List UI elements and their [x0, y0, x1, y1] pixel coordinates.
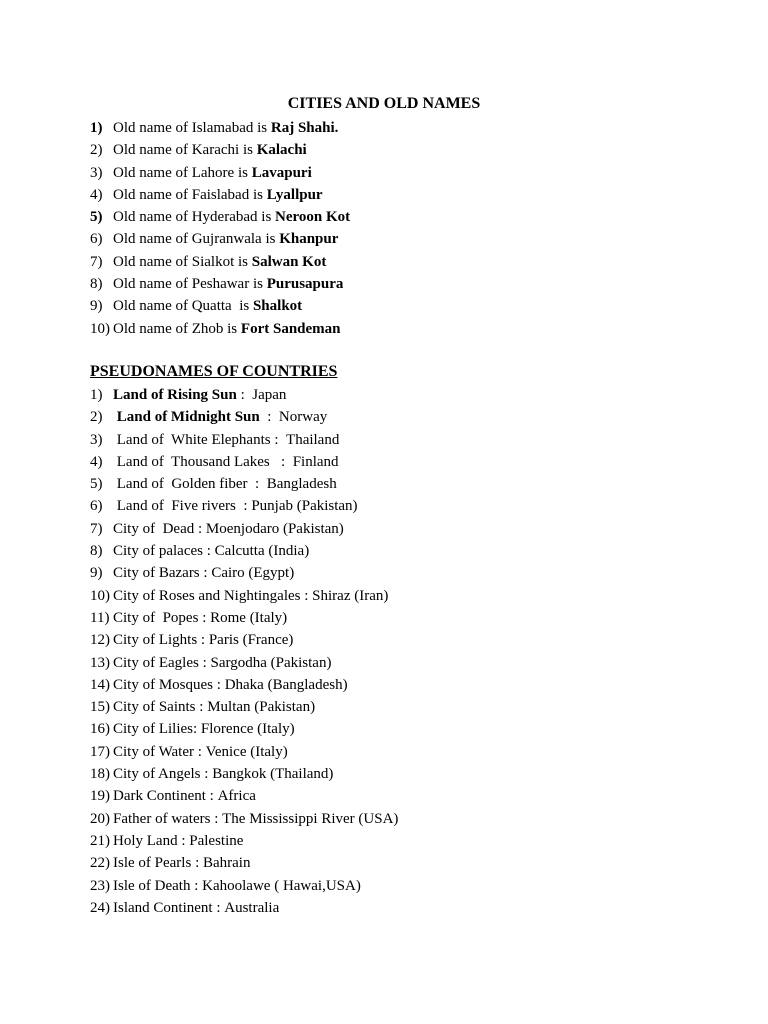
place-name: Calcutta (India)	[214, 543, 310, 560]
pseudoname: City of Eagles	[113, 654, 199, 671]
place-name: Bangkok (Thailand)	[212, 766, 334, 783]
list-item	[90, 473, 398, 495]
separator: :	[200, 766, 213, 783]
pseudoname: City of Dead	[113, 520, 195, 537]
item-text: Old name of Gujranwala is	[113, 231, 280, 248]
item-number: 21)	[90, 832, 110, 849]
separator: :	[212, 899, 225, 916]
pseudoname: City of Mosques	[113, 676, 214, 693]
item-number: 4)	[90, 186, 103, 203]
list-item	[90, 830, 398, 852]
separator: :	[194, 520, 206, 537]
item-number: 23)	[90, 877, 110, 894]
item-number: 12)	[90, 632, 110, 649]
item-number: 17)	[90, 743, 110, 760]
separator: :	[300, 587, 313, 604]
place-name: Rome (Italy)	[210, 609, 288, 626]
pseudoname: Land of Golden fiber	[113, 476, 248, 493]
item-number: 15)	[90, 699, 110, 716]
list-item	[90, 741, 398, 763]
item-text: Old name of Lahore is	[113, 164, 252, 181]
list-item	[90, 228, 350, 250]
place-name: Kahoolawe ( Hawai,USA)	[202, 877, 361, 894]
place-name: Cairo (Egypt)	[211, 565, 295, 582]
item-number: 4)	[90, 453, 103, 470]
list-item	[90, 652, 398, 674]
separator: :	[195, 699, 208, 716]
list-item	[90, 251, 350, 273]
separator: :	[235, 498, 252, 515]
pseudoname: City of Angels	[113, 766, 201, 783]
separator: :	[198, 654, 211, 671]
old-name: Kalachi	[256, 142, 307, 159]
item-text: Old name of Islamabad is	[113, 120, 271, 136]
pseudoname: City of Lilies	[113, 721, 193, 738]
old-name: Salwan Kot	[251, 253, 327, 270]
pseudoname: Island Continent	[113, 899, 213, 916]
separator: :	[270, 431, 287, 448]
item-number: 9)	[90, 565, 103, 582]
item-number: 11)	[90, 609, 110, 626]
separator: :	[191, 855, 203, 872]
cities-section-title: CITIES AND OLD NAMES	[287, 95, 481, 112]
place-name: Japan	[252, 387, 287, 403]
list-item	[90, 629, 398, 651]
separator: :	[198, 609, 211, 626]
item-number: 8)	[90, 276, 103, 293]
list-item	[90, 852, 398, 874]
item-number: 6)	[90, 498, 103, 515]
item-number: 18)	[90, 766, 110, 783]
pseudoname: Land of Rising Sun	[113, 387, 237, 403]
list-item	[90, 384, 398, 406]
list-item	[90, 184, 350, 206]
old-name: Fort Sandeman	[240, 320, 341, 337]
item-number: 8)	[90, 543, 103, 560]
pseudonames-list	[90, 384, 398, 919]
separator: :	[210, 810, 223, 827]
item-number: 3)	[90, 431, 103, 448]
pseudoname: Isle of Death	[113, 877, 191, 894]
item-number: 16)	[90, 721, 110, 738]
list-item	[90, 875, 398, 897]
old-name: Neroon Kot	[275, 209, 351, 226]
item-number: 1)	[90, 387, 103, 403]
list-item	[90, 562, 398, 584]
item-number: 2)	[90, 409, 103, 426]
separator: :	[205, 788, 218, 805]
item-number: 7)	[90, 520, 103, 537]
item-number: 14)	[90, 676, 110, 693]
pseudoname: City of Roses and Nightingales	[113, 587, 301, 604]
place-name: Punjab (Pakistan)	[251, 498, 358, 515]
old-name: Raj Shahi.	[270, 120, 339, 136]
list-item	[90, 139, 350, 161]
place-name: Venice (Italy)	[205, 743, 288, 760]
item-number: 13)	[90, 654, 110, 671]
pseudoname: Father of waters	[113, 810, 211, 827]
item-text: Old name of Sialkot is	[113, 253, 252, 270]
old-name: Shalkot	[252, 298, 303, 315]
old-name: Lavapuri	[251, 164, 312, 181]
list-item	[90, 295, 350, 317]
list-item	[90, 696, 398, 718]
list-item	[90, 718, 398, 740]
list-item	[90, 429, 398, 451]
separator: :	[199, 565, 212, 582]
pseudoname: Land of Five rivers	[113, 498, 236, 515]
item-number: 2)	[90, 142, 103, 159]
place-name: Bahrain	[202, 855, 251, 872]
item-number: 6)	[90, 231, 103, 248]
separator: :	[202, 543, 215, 560]
pseudoname: Land of Midnight Sun	[113, 409, 260, 426]
list-item	[90, 273, 350, 295]
separator: :	[190, 877, 203, 894]
item-number: 9)	[90, 298, 103, 315]
list-item	[90, 808, 398, 830]
place-name: Australia	[224, 899, 280, 916]
item-text: Old name of Faislabad is	[113, 186, 267, 203]
place-name: Moenjodaro (Pakistan)	[205, 520, 344, 537]
separator: :	[236, 387, 253, 403]
place-name: Palestine	[189, 832, 244, 849]
item-number: 24)	[90, 899, 110, 916]
item-text: Old name of Hyderabad is	[113, 209, 276, 226]
list-item	[90, 451, 398, 473]
list-item	[90, 763, 398, 785]
item-number: 5)	[90, 476, 103, 493]
old-name: Khanpur	[279, 231, 339, 248]
separator: :	[213, 676, 225, 693]
place-name: Dhaka (Bangladesh)	[224, 676, 348, 693]
list-item	[90, 495, 398, 517]
list-item	[90, 674, 398, 696]
list-item	[90, 318, 350, 340]
place-name: Norway	[278, 409, 328, 426]
item-number: 10)	[90, 587, 110, 604]
pseudoname: Isle of Pearls	[113, 855, 192, 872]
pseudoname: City of Popes	[113, 609, 199, 626]
separator: :	[194, 743, 206, 760]
list-item	[90, 162, 350, 184]
old-name: Lyallpur	[266, 186, 323, 203]
item-number: 20)	[90, 810, 110, 827]
item-text: Old name of Peshawar is	[113, 276, 267, 293]
pseudoname: City of Saints	[113, 699, 196, 716]
item-number: 22)	[90, 855, 110, 872]
place-name: Sargodha (Pakistan)	[210, 654, 332, 671]
place-name: Florence (Italy)	[200, 721, 295, 738]
list-item	[90, 607, 398, 629]
item-text: Old name of Zhob is	[113, 320, 241, 337]
item-text: Old name of Quatta is	[113, 298, 253, 315]
list-item	[90, 540, 398, 562]
old-name: Purusapura	[266, 276, 344, 293]
place-name: Multan (Pakistan)	[207, 699, 316, 716]
list-item	[90, 785, 398, 807]
list-item	[90, 206, 350, 228]
pseudoname: Land of White Elephants	[113, 431, 271, 448]
place-name: Bangladesh	[266, 476, 337, 493]
list-item	[90, 117, 350, 139]
list-item	[90, 585, 398, 607]
item-number: 7)	[90, 253, 103, 270]
item-number: 5)	[90, 209, 103, 226]
pseudoname: City of Water	[113, 743, 194, 760]
list-item	[90, 406, 398, 428]
separator: :	[259, 409, 279, 426]
item-number: 1)	[90, 120, 103, 136]
pseudonames-section-heading: PSEUDONAMES OF COUNTRIES	[90, 363, 338, 380]
pseudoname: City of palaces	[113, 543, 203, 560]
list-item	[90, 897, 398, 919]
separator: :	[193, 721, 201, 738]
item-number: 3)	[90, 164, 103, 181]
item-number: 10)	[90, 320, 110, 337]
list-item	[90, 518, 398, 540]
separator: :	[197, 632, 209, 649]
pseudoname: City of Lights	[113, 632, 198, 649]
separator: :	[177, 832, 190, 849]
place-name: Africa	[217, 788, 256, 805]
place-name: Shiraz (Iran)	[312, 587, 389, 604]
pseudoname: Dark Continent	[113, 788, 206, 805]
item-text: Old name of Karachi is	[113, 142, 257, 159]
pseudoname: Land of Thousand Lakes	[113, 453, 270, 470]
pseudoname: Holy Land	[113, 832, 178, 849]
place-name: Finland	[292, 453, 339, 470]
place-name: Paris (France)	[208, 632, 294, 649]
separator: :	[269, 453, 293, 470]
separator: :	[247, 476, 267, 493]
pseudoname: City of Bazars	[113, 565, 200, 582]
place-name: The Mississippi River (USA)	[222, 810, 399, 827]
cities-old-names-list	[90, 117, 350, 340]
place-name: Thailand	[286, 431, 340, 448]
item-number: 19)	[90, 788, 110, 805]
